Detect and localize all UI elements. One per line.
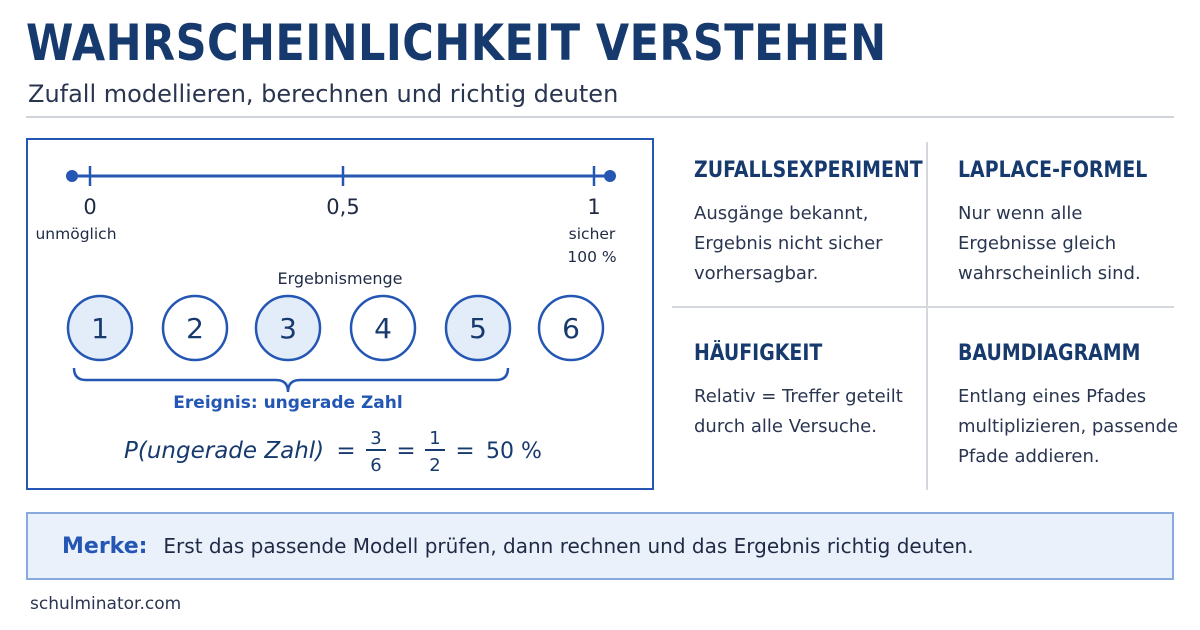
card-frequency <box>694 341 934 442</box>
card-title: LAPLACE-FORMEL <box>958 158 1148 183</box>
outcome-label-3: 3 <box>279 312 297 345</box>
formula-fraction2-numerator: 1 <box>429 428 441 449</box>
formula-fraction2-denominator: 2 <box>429 455 441 476</box>
scale-caption-certain: sicher <box>568 225 616 243</box>
probability-diagram-svg <box>28 140 652 488</box>
card-laplace-formula <box>958 158 1198 289</box>
card-title: BAUMDIAGRAMM <box>958 341 1141 366</box>
formula-fraction1-numerator: 3 <box>370 428 382 449</box>
merke-text: Erst das passende Modell prüfen, dann rechnen und das Ergebnis richtig deuten. <box>163 534 974 558</box>
event-label: Ereignis: ungerade Zahl <box>173 393 403 413</box>
outcome-circle-1 <box>68 296 132 360</box>
formula-fraction1-denominator: 6 <box>370 455 382 476</box>
footer-site: schulminator.com <box>30 594 182 614</box>
event-brace <box>74 368 508 392</box>
formula-equals-1: = <box>336 438 356 464</box>
card-text: Relativ = Treffer geteilt durch alle Versuche. <box>694 386 903 437</box>
formula-equals-2: = <box>396 438 416 464</box>
outcome-circle-5 <box>446 296 510 360</box>
scale-end-dot <box>604 170 616 182</box>
outcome-label-6: 6 <box>562 312 580 345</box>
scale-value-1: 1 <box>587 195 601 219</box>
card-text: Entlang eines Pfades multiplizieren, passende Pfade addieren. <box>958 386 1179 467</box>
cards-horizontal-divider <box>672 306 1174 308</box>
outcome-set-label: Ergebnismenge <box>277 269 403 288</box>
outcome-circle-6 <box>539 296 603 360</box>
cards-vertical-divider <box>926 142 928 490</box>
page-subtitle: Zufall modellieren, berechnen und richtig deuten <box>28 80 619 108</box>
title-divider <box>26 116 1174 118</box>
card-text: Ausgänge bekannt, Ergebnis nicht sicher vorhersagbar. <box>694 203 883 284</box>
outcome-label-4: 4 <box>374 312 392 345</box>
merke-box <box>26 512 1174 580</box>
scale-value-half: 0,5 <box>326 195 360 219</box>
outcome-circle-4 <box>351 296 415 360</box>
formula-result: 50 % <box>486 439 542 464</box>
scale-caption-impossible: unmöglich <box>35 225 117 243</box>
outcome-label-1: 1 <box>91 312 109 345</box>
outcome-circle-3 <box>256 296 320 360</box>
card-title: HÄUFIGKEIT <box>694 341 823 366</box>
card-random-experiment <box>694 158 934 289</box>
probability-diagram <box>26 138 654 490</box>
formula-equals-3: = <box>455 438 475 464</box>
card-title: ZUFALLSEXPERIMENT <box>694 158 923 183</box>
card-text: Nur wenn alle Ergebnisse gleich wahrscheinlich sind. <box>958 203 1141 284</box>
page-title: WAHRSCHEINLICHKEIT VERSTEHEN <box>26 14 887 72</box>
card-tree-diagram <box>958 341 1198 472</box>
outcome-label-2: 2 <box>186 312 204 345</box>
scale-value-0: 0 <box>83 195 97 219</box>
outcome-label-5: 5 <box>469 312 487 345</box>
merke-label: Merke: <box>62 533 148 559</box>
scale-caption-percent: 100 % <box>567 248 617 266</box>
formula-lhs: P(ungerade Zahl) <box>124 438 325 464</box>
scale-start-dot <box>66 170 78 182</box>
outcome-circle-2 <box>163 296 227 360</box>
laplace-formula <box>124 428 542 476</box>
